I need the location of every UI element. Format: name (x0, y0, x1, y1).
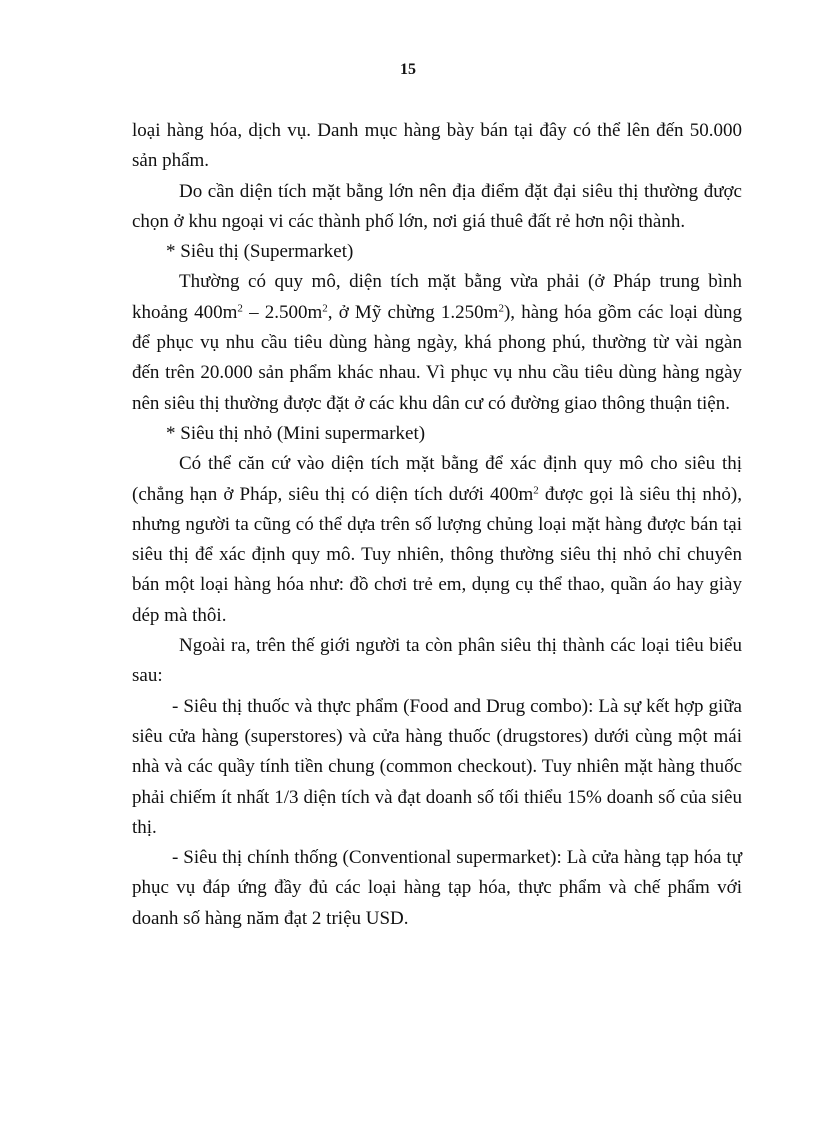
paragraph-food-and-drug: - Siêu thị thuốc và thực phẩm (Food and Drug combo): Là sự kết hợp giữa siêu cửa hàng (superstores) và cửa hàng thuốc (drugstores) dưới cùng một mái nhà và các quầy tính tiền chung (common checkout). Tuy nhiên mặt hàng thuốc phải chiếm ít nhất 1/3 diện tích và đạt doanh số tối thiểu 15% doanh số của siêu thị. (132, 695, 742, 838)
text-span: Thường có quy mô, diện tích mặt bằng vừa phải (ở Pháp trung bình khoảng 400m (132, 271, 742, 323)
text-span: ), hàng hóa gồm các loại dùng để phục vụ nhu cầu tiêu dùng hàng ngày, khá phong phú, thường từ vài ngàn đến trên 20.000 sản phẩm khác nhau. Vì phục vụ nhu cầu tiêu dùng hàng ngày nên siêu thị thường được đặt ở các khu dân cư có đường giao thông thuận tiện. (132, 301, 743, 414)
paragraph-mini-supermarket (132, 449, 742, 631)
paragraph-hypermarket-location: Do cần diện tích mặt bằng lớn nên địa điểm đặt đại siêu thị thường được chọn ở khu ngoại vi các thành phố lớn, nơi giá thuê đất rẻ hơn nội thành. (132, 180, 742, 232)
paragraph-continuation: loại hàng hóa, dịch vụ. Danh mục hàng bày bán tại đây có thể lên đến 50.000 sản phẩm. (132, 120, 742, 172)
paragraph-other-types-intro: Ngoài ra, trên thế giới người ta còn phân siêu thị thành các loại tiêu biểu sau: (132, 635, 742, 687)
body-text (132, 116, 742, 934)
text-span: Có thể căn cứ vào diện tích mặt bằng để xác định quy mô cho siêu thị (chẳng hạn ở Pháp, siêu thị có diện tích dưới 400m (132, 453, 742, 505)
text-span: – 2.500m (242, 301, 323, 323)
heading-supermarket: * Siêu thị (Supermarket) (166, 241, 354, 263)
text-span: được gọi là siêu thị nhỏ), nhưng người ta cũng có thể dựa trên số lượng chủng loại mặt hàng được bán tại siêu thị để xác định quy mô. Tuy nhiên, thông thường siêu thị nhỏ chỉ chuyên bán một loại hàng hóa như: đồ chơi trẻ em, dụng cụ thể thao, quần áo hay giày dép mà thôi. (132, 483, 742, 626)
superscript: 2 (533, 483, 539, 496)
paragraph-conventional: - Siêu thị chính thống (Conventional supermarket): Là cửa hàng tạp hóa tự phục vụ đáp ứng đầy đủ các loại hàng tạp hóa, thực phẩm và chế phẩm với doanh số hàng năm đạt 2 triệu USD. (132, 847, 742, 929)
heading-mini-supermarket: * Siêu thị nhỏ (Mini supermarket) (166, 422, 426, 444)
superscript: 2 (237, 302, 243, 315)
text-span: , ở Mỹ chừng 1.250m (327, 301, 499, 323)
page-number: 15 (400, 61, 416, 78)
superscript: 2 (322, 302, 328, 315)
paragraph-supermarket (132, 267, 742, 418)
superscript: 2 (498, 302, 504, 315)
